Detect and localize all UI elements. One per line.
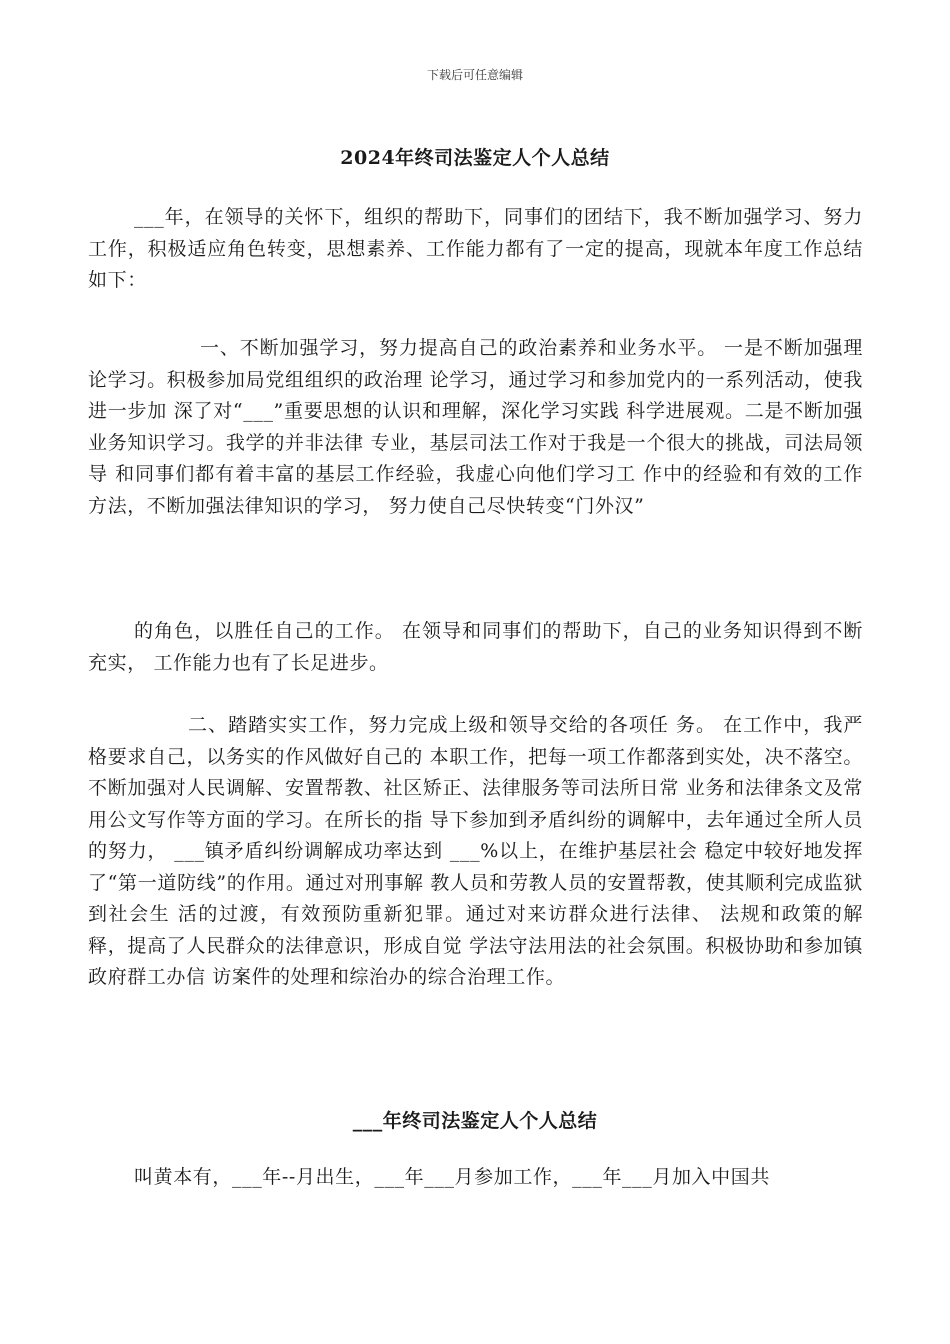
section-subtitle: ___年终司法鉴定人个人总结	[352, 1110, 598, 1132]
header-note: 下载后可任意编辑	[426, 68, 523, 82]
paragraph-section-one-continued	[88, 616, 863, 679]
document-title: 2024年终司法鉴定人个人总结	[340, 147, 610, 169]
paragraph-text: 二、踏踏实实工作，努力完成上级和领导交给的各项任 务。 在工作中，我严格要求自己，以务实的作风做好自己的 本职工作，把每一项工作都落到实处，决不落空。不断加强对人民调解、安置帮教、社区矫正、法律服务等司法所日常 业务和法律条文及常用公文写作等方面的学习。在所长的指 导下参加到矛盾纠纷的调解中，去年通过全所人员的努力， ___镇矛盾纠纷调解成功率达到 ___%以上，在维护基层社会 稳定中较好地发挥了“第一道防线”的作用。通过对刑事解 教人员和劳教人员的安置帮教，使其顺利完成监狱到社会生 活的过渡，有效预防重新犯罪。通过对来访群众进行法律、 法规和政策的解释，提高了人民群众的法律意识，形成自觉 学法守法用法的社会氛围。积极协助和参加镇政府群工办信 访案件的处理和综治办的综合治理工作。	[88, 714, 863, 988]
paragraph-text: 的角色，以胜任自己的工作。 在领导和同事们的帮助下，自己的业务知识得到不断充实， 工作能力也有了长足进步。	[88, 620, 863, 674]
paragraph-intro	[88, 202, 863, 297]
paragraph-text: 一、不断加强学习，努力提高自己的政治素养和业务水平。 一是不断加强理论学习。积极参加局党组组织的政治理 论学习，通过学习和参加党内的一系列活动，使我进一步加 深了对“___”重要思想的认识和理解，深化学习实践 科学进展观。二是不断加强业务知识学习。我学的并非法律 专业，基层司法工作对于我是一个很大的挑战，司法局领导 和同事们都有着丰富的基层工作经验，我虚心向他们学习工 作中的经验和有效的工作方法，不断加强法律知识的学习， 努力使自己尽快转变“门外汉”	[88, 337, 863, 517]
paragraph-section-one	[88, 333, 863, 522]
paragraph-section-two	[88, 710, 863, 994]
paragraph-text: ___年，在领导的关怀下，组织的帮助下，同事们的团结下，我不断加强学习、努力工作，积极适应角色转变，思想素养、工作能力都有了一定的提高，现就本年度工作总结 如下：	[88, 206, 863, 291]
paragraph-text: 叫黄本有，___年--月出生，___年___月参加工作，___年___月加入中国共	[134, 1166, 770, 1188]
paragraph-closing	[88, 1162, 863, 1194]
